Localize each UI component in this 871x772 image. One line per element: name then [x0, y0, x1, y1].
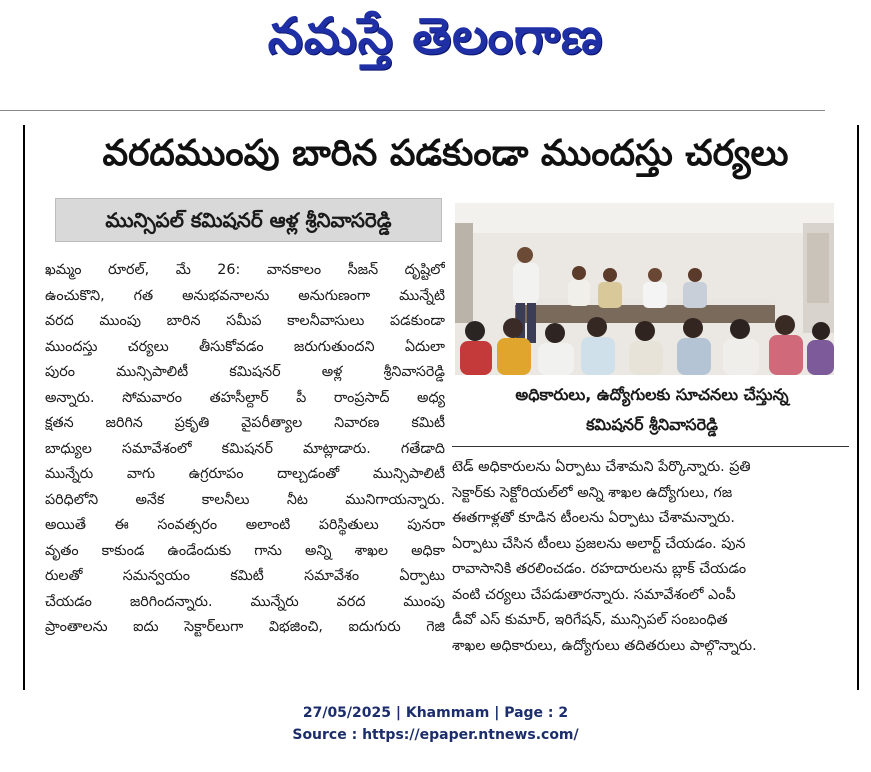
photo-caption-line: కమిషనర్ శ్రీనివాసరెడ్డి: [586, 415, 718, 434]
article-text-line: వరద ముంపు బారిన సమీప కాలనీవాసులు పడకుండా: [45, 313, 445, 329]
article-text-line: బాధ్యుల సమావేశంలో కమిషనర్ మాట్లాడారు. గతేడాది: [45, 440, 445, 457]
article-text-line: ఖమ్మం రూరల్, మే 26: వానకాలం సీజన్ దృష్టిలో: [45, 262, 445, 278]
date-edition-line: 27/05/2025 | Khammam | Page : 2: [302, 705, 569, 721]
photo-caption: [452, 380, 852, 442]
article-subhead: మున్సిపల్ కమిషనర్ ఆళ్ల శ్రీనివాసరెడ్డి: [55, 198, 442, 242]
article-text-line: చేయడం జరిగిందన్నారు. మున్నేరు వరద ముంపు: [45, 593, 445, 610]
article-text-line: పరిధిలోని అనేక కాలనీలు నీట మునిగాయన్నారు.: [45, 491, 445, 508]
article-text-line: క్షతన జరిగిన ప్రకృతి వైపరీత్యాల నివారణ కమిటీ: [45, 415, 445, 431]
article-text-line: పురం మున్సిపాలిటీ కమిషనర్ అళ్ల శ్రీనివాసరెడ్డి: [45, 364, 445, 380]
source-line: Source : https://epaper.ntnews.com/: [292, 727, 579, 743]
masthead: [0, 0, 871, 80]
article-text-line: శాఖల అధికారులు, ఉద్యోగులు తదితరులు పాల్గొన్నారు.: [452, 637, 757, 654]
meeting-photo: [455, 203, 834, 375]
article-headline: వరదముంపు బారిన పడకుండా ముందస్తు చర్యలు: [102, 133, 789, 174]
article-text-line: డీవో ఎస్ కుమార్, ఇరిగేషన్, మున్సిపల్ సంబంధిత: [452, 612, 728, 628]
article-text-line: అన్నారు. సోమవారం తహసీల్దార్ పీ రాంప్రసాద్ అధ్య: [45, 389, 445, 406]
clipping-footer: [0, 702, 871, 746]
article-left-column: [45, 258, 445, 641]
article-text-line: ఉంచుకొని, గత అనుభవనాలను అనుగుణంగా మున్నేటి: [45, 287, 445, 304]
article-text-line: సెక్టార్‌కు సెక్టోరియల్‌లో అన్ని శాఖల ఉద్యోగులు, గజ: [452, 484, 733, 501]
article-text-line: అయితే ఈ సంవత్సరం అలాంటి పరిస్థితులు పునరా: [45, 517, 445, 533]
article-text-line: వంటి చర్యలు చేపడుతారన్నారు. సమావేశంలో ఎంపీ: [452, 586, 736, 603]
article-text-line: టెడ్ అధికారులను ఏర్పాటు చేశామని పేర్కొన్నారు. ప్రతి: [452, 459, 751, 475]
article-text-line: వృతం కాకుండ ఉండేందుకు గాను అన్ని శాఖల అధికా: [45, 542, 445, 559]
clipping-border-right: [857, 125, 859, 690]
caption-divider: [452, 446, 849, 447]
article-text-line: ఈతగాళ్లతో కూడిన టీంలను ఏర్పాటు చేశామన్నారు.: [452, 510, 735, 526]
article-text-line: ముందస్తు చర్యలు తీసుకోవడం జరుగుతుందని ఏదులా: [45, 338, 445, 355]
newspaper-logo: నమస్తే తెలంగాణ: [267, 6, 604, 65]
article-text-line: ప్రాంతాలను ఐదు సెక్టార్‌లుగా విభజించి, ఐదుగురు గెజి: [45, 619, 445, 635]
article-right-column: [452, 455, 842, 659]
article-text-line: రావాసానికి తరలించడం. రహదారులను బ్లాక్ చేయడం: [452, 561, 747, 577]
article-text-line: ఏర్పాటు చేసిన టీంలు ప్రజలను అలార్ట్ చేయడం. పున: [452, 535, 746, 552]
article-text-line: రులతో సమన్వయం కమిటీ సమావేశం ఏర్పాటు: [45, 568, 445, 584]
clipping-border-left: [23, 125, 25, 690]
article-text-line: మున్నేరు వాగు ఉగ్రరూపం దాల్చడంతో మున్సిపాలిటీ: [45, 466, 445, 482]
masthead-divider: [0, 110, 825, 111]
photo-caption-line: అధికారులు, ఉద్యోగులకు సూచనలు చేస్తున్న: [515, 385, 789, 404]
